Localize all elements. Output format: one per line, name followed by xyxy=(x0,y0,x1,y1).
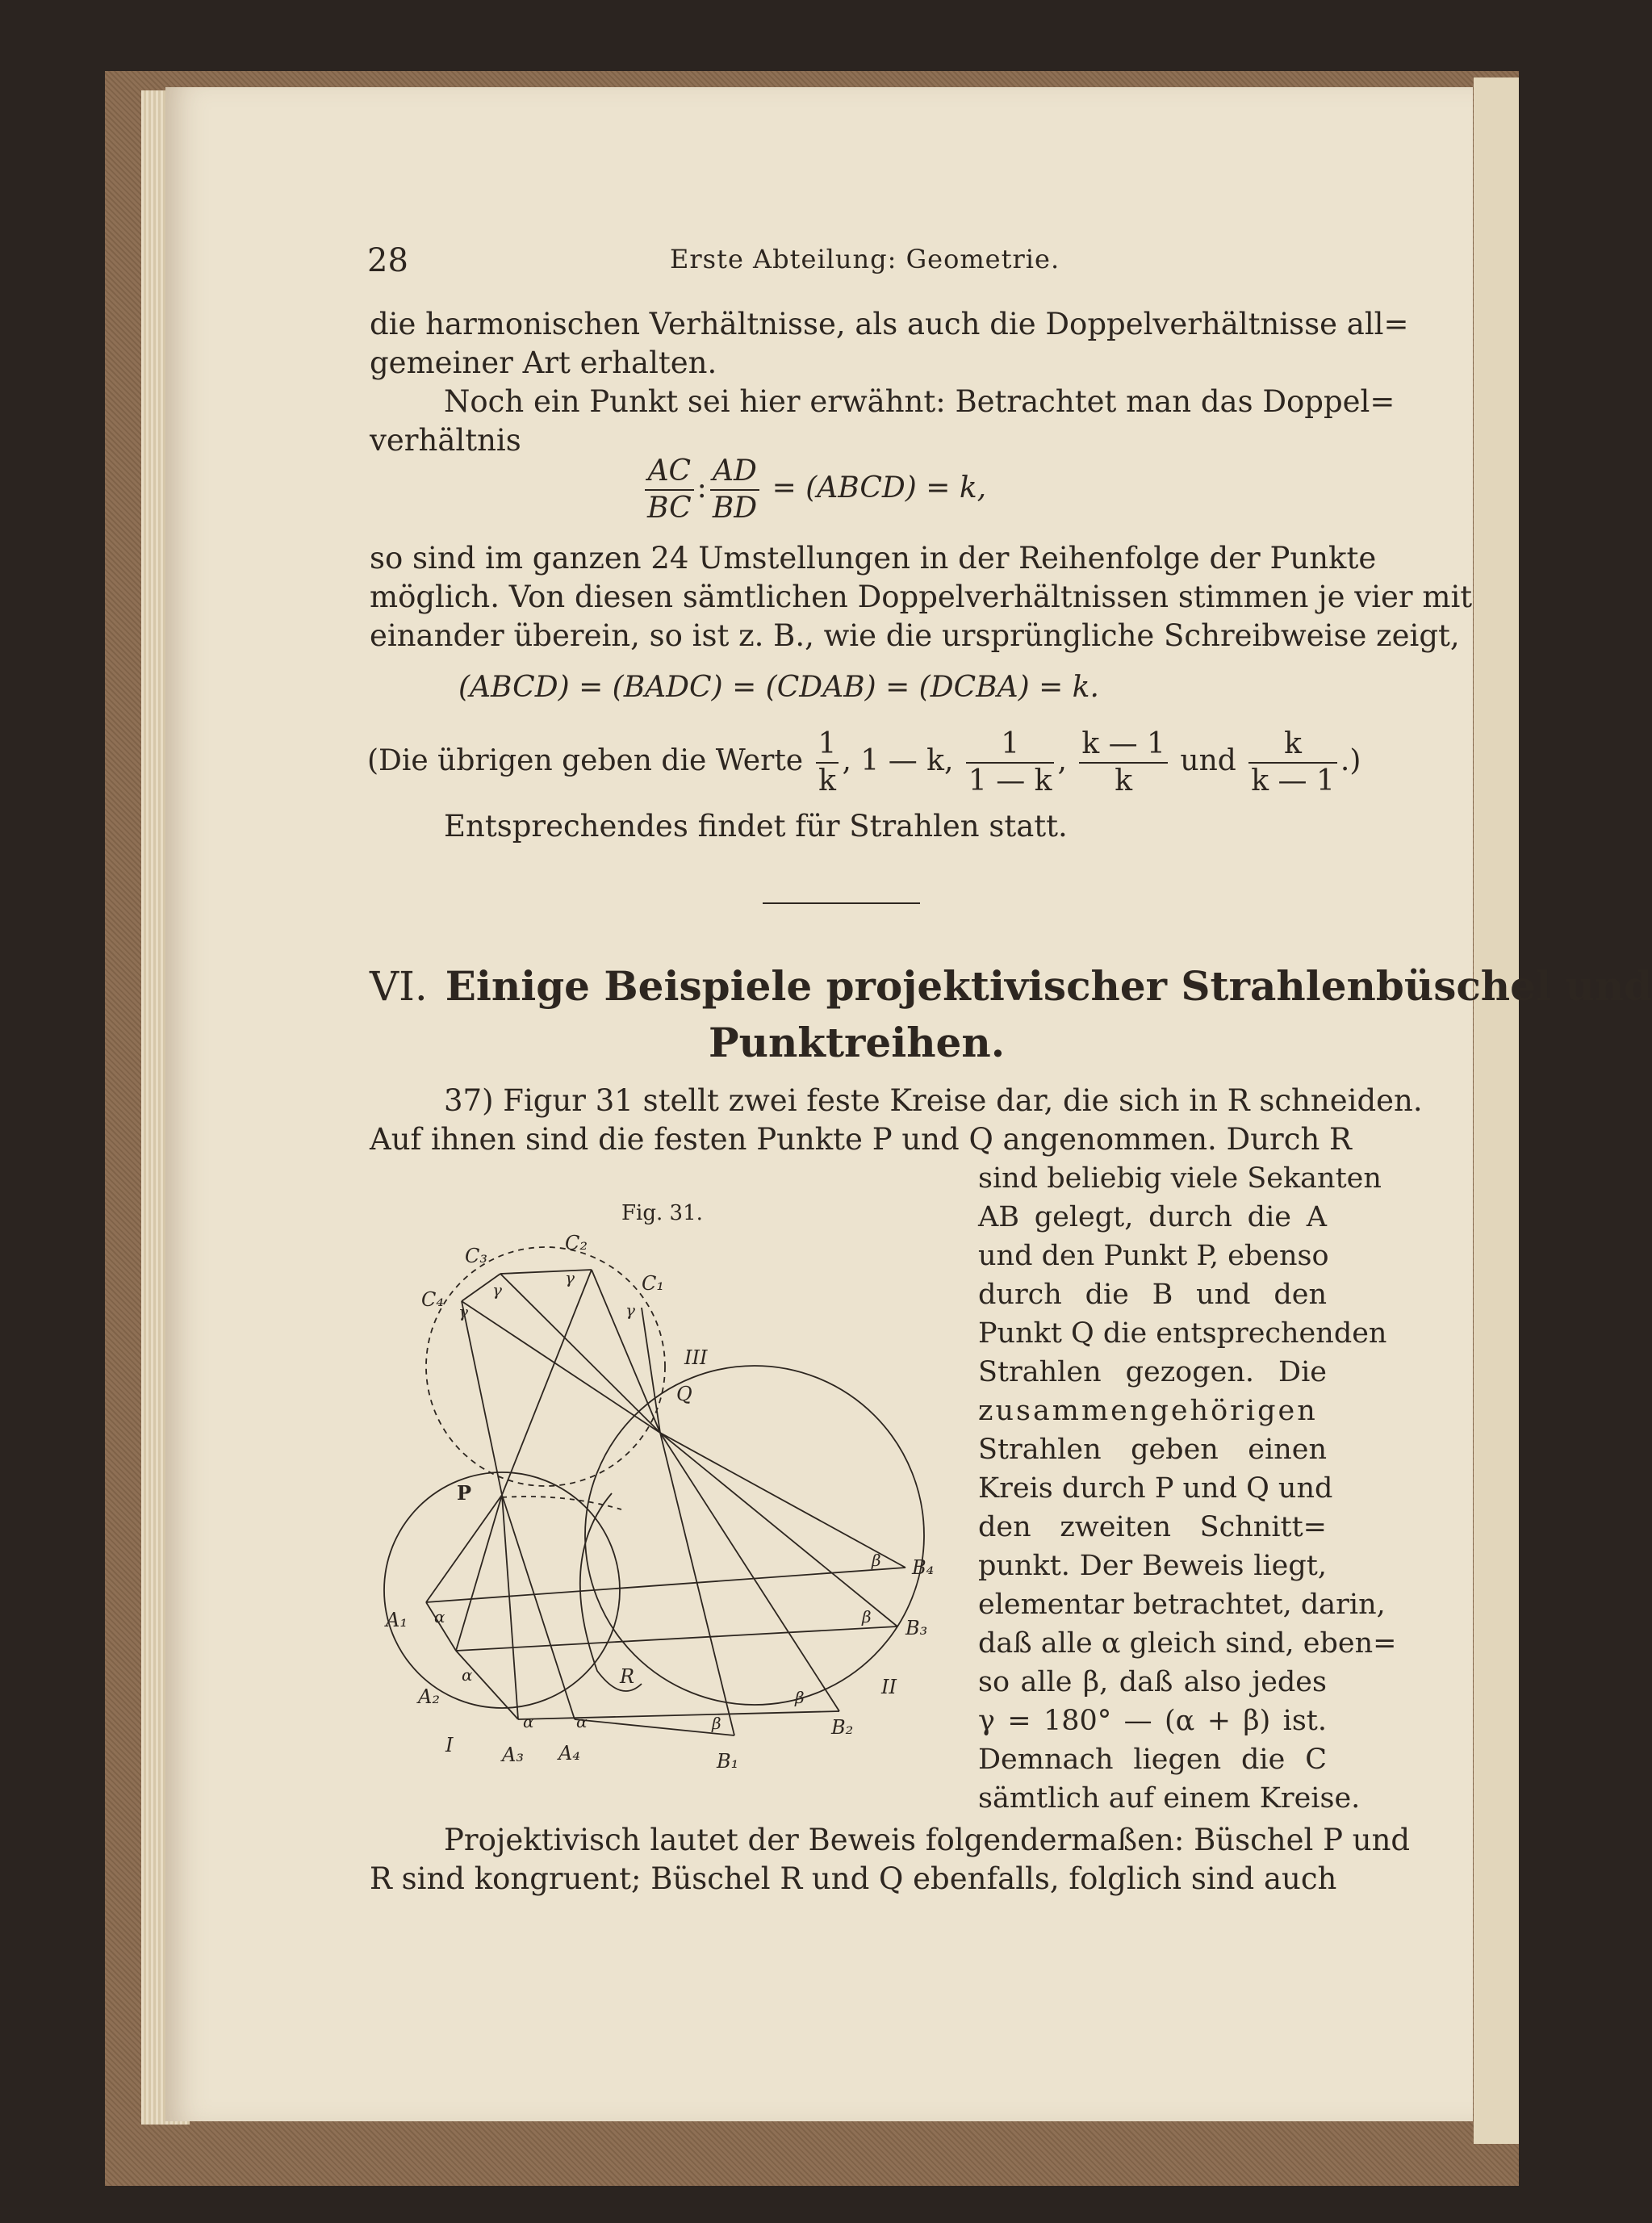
label-alpha: α xyxy=(434,1607,445,1626)
label-A2: A₂ xyxy=(418,1685,440,1708)
label-B1: B₁ xyxy=(717,1750,739,1773)
label-C4: C₄ xyxy=(421,1288,444,1311)
formula-equalities: (ABCD) = (BADC) = (CDAB) = (DCBA) = k. xyxy=(458,671,1099,704)
section-heading xyxy=(370,962,1652,1010)
running-header xyxy=(367,242,1328,279)
text-line: so alle β, daß also jedes xyxy=(978,1666,1327,1698)
text-line: zusammengehörigen xyxy=(978,1395,1318,1427)
text-line: durch die B und den xyxy=(978,1279,1327,1311)
label-B3: B₃ xyxy=(905,1617,928,1639)
text-line: die harmonischen Verhältnisse, als auch die Doppelverhältnisse all= xyxy=(370,307,1409,341)
text-line: elementar betrachtet, darin, xyxy=(978,1589,1386,1621)
label-beta: β xyxy=(872,1551,881,1570)
figure-31 xyxy=(363,1195,977,1800)
text-line: den zweiten Schnitt= xyxy=(978,1511,1327,1543)
label-Q: Q xyxy=(676,1383,692,1405)
label-A1: A₁ xyxy=(386,1609,408,1631)
label-alpha: α xyxy=(462,1665,473,1685)
text-line: punkt. Der Beweis liegt, xyxy=(978,1550,1327,1582)
text-line: Entsprechendes findet für Strahlen statt. xyxy=(444,809,1068,844)
text-line: so sind im ganzen 24 Umstellungen in der Reihenfolge der Punkte xyxy=(370,541,1377,576)
text-line: sämtlich auf einem Kreise. xyxy=(978,1782,1361,1815)
text-line: Auf ihnen sind die festen Punkte P und Q angenommen. Durch R xyxy=(370,1122,1352,1157)
section-title: Einige Beispiele projektivischer Strahlenbüschel und xyxy=(445,962,1652,1010)
text-line: und den Punkt P, ebenso xyxy=(978,1240,1329,1272)
inner-arc xyxy=(580,1493,642,1691)
label-gamma: γ xyxy=(492,1280,502,1300)
text-line: Punkt Q die entsprechenden xyxy=(978,1317,1387,1350)
text-line: 37) Figur 31 stellt zwei feste Kreise dar, die sich in R schneiden. xyxy=(444,1083,1423,1118)
text-line: einander überein, so ist z. B., wie die ursprüngliche Schreibweise zeigt, xyxy=(370,618,1460,653)
label-beta: β xyxy=(862,1607,872,1626)
label-I: I xyxy=(445,1734,454,1756)
formula-other-values: (Die übrigen geben die Werte $\frac{1}{k}$ , 1 — k, $\frac{1}{1 — k}$ , $\frac{k — 1}{k}$ und $\frac{k}{k — 1}$ .) xyxy=(367,727,1361,798)
label-beta: β xyxy=(712,1714,721,1733)
circle-III xyxy=(426,1247,665,1486)
label-alpha: α xyxy=(523,1712,534,1731)
label-C2: C₂ xyxy=(565,1232,588,1254)
label-gamma: γ xyxy=(458,1302,468,1321)
section-title-cont: Punktreihen. xyxy=(709,1019,1006,1066)
label-gamma: γ xyxy=(625,1300,635,1320)
label-III: III xyxy=(684,1346,708,1369)
text-line: R sind kongruent; Büschel R und Q ebenfalls, folglich sind auch xyxy=(370,1861,1337,1896)
label-A4: A₄ xyxy=(558,1742,580,1765)
label-C3: C₃ xyxy=(465,1245,487,1267)
text-line: AB gelegt, durch die A xyxy=(978,1201,1327,1233)
text-line: Noch ein Punkt sei hier erwähnt: Betrachtet man das Doppel= xyxy=(444,384,1395,419)
label-gamma: γ xyxy=(565,1268,575,1287)
facing-page-edge xyxy=(1474,77,1519,2144)
label-beta: β xyxy=(795,1688,805,1707)
text-line: gemeiner Art erhalten. xyxy=(370,345,717,380)
label-B4: B₄ xyxy=(912,1556,935,1579)
label-A3: A₃ xyxy=(502,1744,524,1766)
section-number: VI. xyxy=(370,963,428,1010)
text-line: verhältnis xyxy=(370,423,521,458)
text-line: Demnach liegen die C xyxy=(978,1744,1327,1776)
formula-cross-ratio: $\frac{AC}{BC}$ : $\frac{AD}{BD}$ = (ABCD) = k, xyxy=(642,454,986,526)
text-line: sind beliebig viele Sekanten xyxy=(978,1162,1382,1195)
text-line: γ = 180° — (α + β) ist. xyxy=(978,1705,1327,1737)
section-divider xyxy=(763,902,920,904)
label-alpha: α xyxy=(576,1712,588,1731)
running-title: Erste Abteilung: Geometrie. xyxy=(670,244,1060,274)
text-line: Kreis durch P und Q und xyxy=(978,1472,1333,1505)
label-P: P xyxy=(457,1481,472,1505)
figure-caption: Fig. 31. xyxy=(621,1201,703,1225)
label-II: II xyxy=(881,1676,897,1698)
text-line: möglich. Von diesen sämtlichen Doppelverhältnissen stimmen je vier mit xyxy=(370,580,1473,614)
text-line: daß alle α gleich sind, eben= xyxy=(978,1627,1397,1660)
label-R: R xyxy=(620,1665,635,1688)
text-line: Strahlen geben einen xyxy=(978,1434,1327,1466)
label-B2: B₂ xyxy=(831,1716,854,1739)
text-line: Strahlen gezogen. Die xyxy=(978,1356,1327,1388)
page-number: 28 xyxy=(367,242,408,279)
text-line: Projektivisch lautet der Beweis folgendermaßen: Büschel P und xyxy=(444,1823,1411,1857)
label-C1: C₁ xyxy=(642,1272,664,1295)
